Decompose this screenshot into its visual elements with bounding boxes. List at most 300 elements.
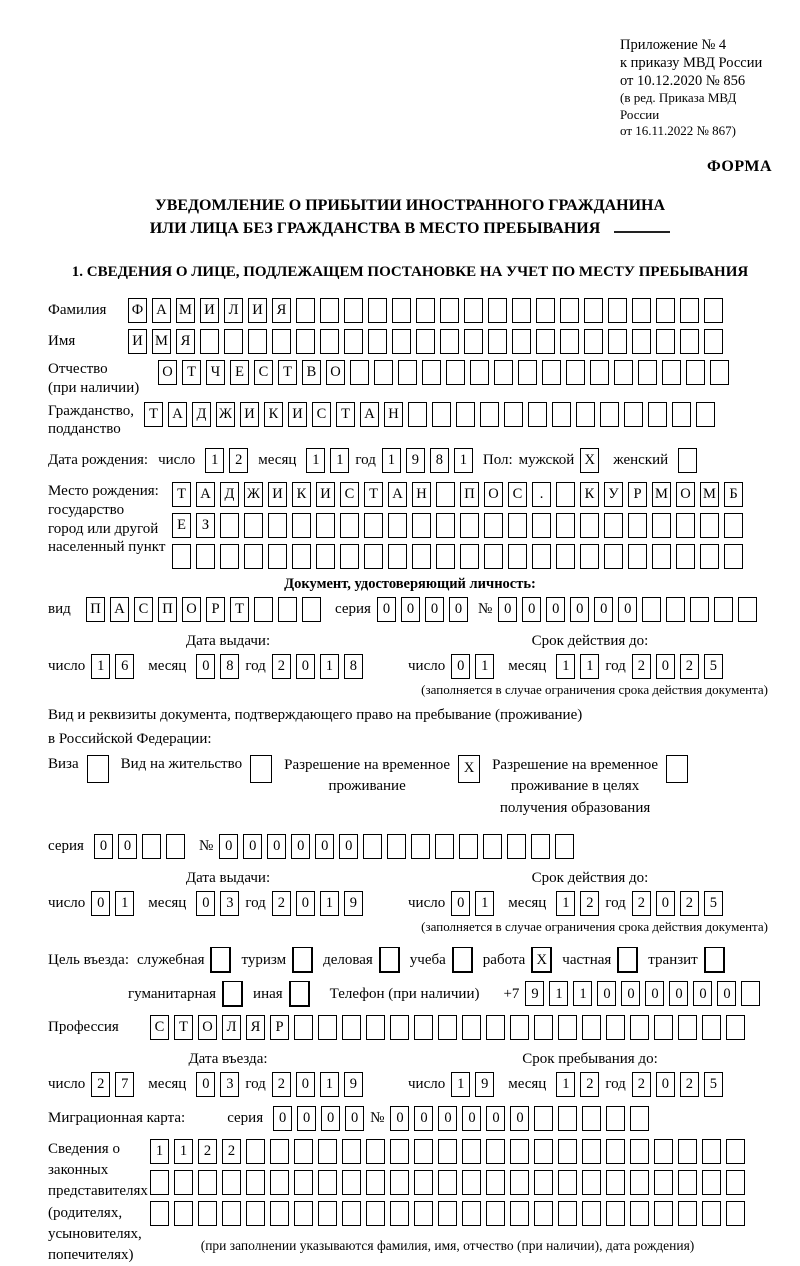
char-cell: 1 (556, 1072, 575, 1097)
char-cell (464, 298, 483, 323)
birthplace-boxes (172, 482, 743, 569)
residence-permit-label: Вид на жительство (120, 755, 243, 772)
char-cell (484, 544, 503, 569)
birth-day-label: число (158, 452, 196, 469)
month-label: месяц (148, 1075, 187, 1092)
char-cell: 2 (632, 891, 651, 916)
char-cell (618, 947, 637, 972)
char-cell: 0 (451, 891, 470, 916)
month-label: месяц (148, 658, 187, 675)
char-cell: 8 (430, 448, 449, 473)
char-cell (412, 544, 431, 569)
char-cell (512, 329, 531, 354)
char-cell (268, 513, 287, 538)
char-cell (518, 360, 537, 385)
residence-until-day-boxes (451, 891, 494, 916)
char-cell (614, 360, 633, 385)
migration-card-label: Миграционная карта: (48, 1109, 186, 1126)
char-cell: П (158, 597, 177, 622)
char-cell (211, 947, 230, 972)
char-cell (318, 1170, 337, 1195)
char-cell: Л (224, 298, 243, 323)
temp-residence-checkbox (458, 755, 480, 783)
document-title-line1: УВЕДОМЛЕНИЕ О ПРИБЫТИИ ИНОСТРАННОГО ГРАЖДАНИНА (154, 197, 666, 215)
char-cell (438, 1201, 457, 1226)
char-cell (294, 1201, 313, 1226)
char-cell: М (176, 298, 195, 323)
char-cell (584, 298, 603, 323)
residence-number-label: № (198, 838, 214, 855)
char-cell (666, 755, 688, 783)
char-cell (704, 298, 723, 323)
char-cell: А (168, 402, 187, 427)
char-cell: К (264, 402, 283, 427)
appendix-block (620, 36, 772, 139)
year-label: год (605, 894, 626, 911)
char-cell (528, 402, 547, 427)
char-cell (512, 298, 531, 323)
purpose-transit-checkbox (704, 947, 725, 973)
residence-until-year-boxes (632, 891, 723, 916)
doc-issue-month-boxes (196, 654, 239, 679)
char-cell: 0 (621, 981, 640, 1006)
char-cell (222, 1170, 241, 1195)
purpose-tourism: туризм (241, 947, 313, 973)
char-cell (558, 1139, 577, 1164)
stay-until-header: Срок пребывания до: (522, 1050, 658, 1067)
char-cell (702, 1201, 721, 1226)
char-cell: 5 (704, 654, 723, 679)
day-label: число (408, 658, 446, 675)
doc-kind-label: вид (48, 601, 71, 618)
char-cell: 2 (272, 654, 291, 679)
migration-seriya-boxes (273, 1106, 364, 1131)
char-cell (534, 1170, 553, 1195)
citizenship-label: Гражданство, подданство (48, 402, 135, 438)
char-cell: 0 (273, 1106, 292, 1131)
char-cell (556, 544, 575, 569)
char-cell (510, 1139, 529, 1164)
char-cell (398, 360, 417, 385)
char-cell: 0 (219, 834, 238, 859)
char-cell: К (580, 482, 599, 507)
char-cell (654, 1170, 673, 1195)
char-cell (270, 1201, 289, 1226)
char-cell (606, 1139, 625, 1164)
char-cell: 0 (449, 597, 468, 622)
doc-issue-year-boxes (272, 654, 363, 679)
char-cell: 2 (632, 654, 651, 679)
section1-heading: 1. СВЕДЕНИЯ О ЛИЦЕ, ПОДЛЕЖАЩЕМ ПОСТАНОВКЕ НА УЧЕТ ПО МЕСТУ ПРЕБЫВАНИЯ (71, 264, 749, 281)
year-label: год (605, 1075, 626, 1092)
char-cell (534, 1201, 553, 1226)
name-label: Имя (48, 333, 76, 350)
char-cell (534, 1015, 553, 1040)
char-cell (224, 329, 243, 354)
residence-seriya-label: серия (48, 838, 84, 855)
char-cell: В (302, 360, 321, 385)
char-cell (166, 834, 185, 859)
char-cell (678, 448, 697, 473)
char-cell (582, 1015, 601, 1040)
char-cell (604, 544, 623, 569)
purpose-study: учеба (410, 947, 473, 973)
char-cell: Б (724, 482, 743, 507)
char-cell (200, 329, 219, 354)
day-label: число (48, 658, 86, 675)
char-cell: X (580, 448, 599, 473)
char-cell (222, 1201, 241, 1226)
char-cell (293, 947, 312, 972)
char-cell: Я (176, 329, 195, 354)
char-cell (246, 1170, 265, 1195)
char-cell (272, 329, 291, 354)
char-cell (542, 360, 561, 385)
residence-restriction-note: (заполняется в случае ограничения срока действия документа) (421, 918, 768, 934)
char-cell: 0 (296, 891, 315, 916)
char-cell (486, 1139, 505, 1164)
char-cell (630, 1139, 649, 1164)
char-cell: Ж (244, 482, 263, 507)
char-cell: 1 (91, 654, 110, 679)
char-cell (464, 329, 483, 354)
residence-intro-2: в Российской Федерации: (48, 730, 212, 747)
char-cell (504, 402, 523, 427)
char-cell: 9 (344, 891, 363, 916)
char-cell (510, 1015, 529, 1040)
char-cell (456, 402, 475, 427)
option-temp-residence (284, 755, 480, 799)
representatives-row1 (150, 1139, 745, 1164)
char-cell: С (508, 482, 527, 507)
char-cell (196, 544, 215, 569)
doc-seriya-label: серия (335, 601, 371, 618)
char-cell: 0 (345, 1106, 364, 1131)
migration-number-boxes (390, 1106, 649, 1131)
char-cell (368, 298, 387, 323)
char-cell (390, 1015, 409, 1040)
doc-until-year-boxes (632, 654, 723, 679)
doc-issue-day-boxes (91, 654, 134, 679)
char-cell (318, 1015, 337, 1040)
surname-boxes (128, 298, 723, 323)
char-cell (724, 513, 743, 538)
char-cell (580, 513, 599, 538)
char-cell: 2 (198, 1139, 217, 1164)
char-cell (342, 1201, 361, 1226)
char-cell (638, 360, 657, 385)
char-cell: Р (206, 597, 225, 622)
char-cell: Н (412, 482, 431, 507)
char-cell: 3 (220, 1072, 239, 1097)
char-cell: X (532, 947, 551, 972)
char-cell: С (150, 1015, 169, 1040)
edit-line-2: от 16.11.2022 № 867) (620, 122, 737, 138)
char-cell (380, 947, 399, 972)
char-cell: О (326, 360, 345, 385)
char-cell: О (676, 482, 695, 507)
representatives-boxes (150, 1139, 745, 1226)
char-cell: 0 (669, 981, 688, 1006)
char-cell: 8 (220, 654, 239, 679)
char-cell (292, 513, 311, 538)
char-cell: 0 (498, 597, 517, 622)
sex-male-label: мужской (518, 452, 575, 469)
char-cell (628, 544, 647, 569)
entry-dates-row (48, 1072, 772, 1097)
char-cell (690, 597, 709, 622)
char-cell: 0 (296, 1072, 315, 1097)
year-label: год (245, 894, 266, 911)
char-cell (462, 1170, 481, 1195)
char-cell (606, 1201, 625, 1226)
char-cell (558, 1170, 577, 1195)
document-title-line2: ИЛИ ЛИЦА БЕЗ ГРАЖДАНСТВА В МЕСТО ПРЕБЫВАНИЯ (48, 217, 772, 240)
order-line-1: к приказу МВД России (620, 55, 763, 72)
char-cell: С (312, 402, 331, 427)
char-cell: 0 (486, 1106, 505, 1131)
char-cell (366, 1139, 385, 1164)
char-cell: 1 (382, 448, 401, 473)
char-cell (432, 402, 451, 427)
char-cell (582, 1170, 601, 1195)
entry-month-boxes (196, 1072, 239, 1097)
char-cell (268, 544, 287, 569)
char-cell (678, 1015, 697, 1040)
char-cell: 1 (174, 1139, 193, 1164)
char-cell: Т (278, 360, 297, 385)
char-cell (652, 544, 671, 569)
doc-dates-headers (48, 632, 772, 651)
char-cell: М (652, 482, 671, 507)
edit-line-1: (в ред. Приказа МВД России (620, 90, 737, 122)
name-boxes (128, 329, 723, 354)
purpose-row-2 (48, 981, 772, 1007)
char-cell (680, 298, 699, 323)
char-cell (680, 329, 699, 354)
residence-doc-number-row (48, 834, 772, 859)
char-cell: 3 (220, 891, 239, 916)
phone-label: Телефон (при наличии) (329, 985, 480, 1002)
doc-restriction-note: (заполняется в случае ограничения срока действия документа) (421, 681, 768, 697)
char-cell: И (248, 298, 267, 323)
char-cell (486, 1170, 505, 1195)
char-cell (296, 329, 315, 354)
char-cell: 1 (475, 654, 494, 679)
char-cell (531, 834, 550, 859)
residence-number-boxes (219, 834, 574, 859)
residence-valid-until-date (408, 891, 772, 916)
representatives-note: (при заполнении указываются фамилия, имя, отчество (при наличии), дата рождения) (200, 1237, 695, 1253)
char-cell (486, 1015, 505, 1040)
entry-date (48, 1072, 408, 1097)
char-cell: О (198, 1015, 217, 1040)
char-cell (558, 1106, 577, 1131)
char-cell (414, 1201, 433, 1226)
char-cell: 0 (597, 981, 616, 1006)
residence-valid-until-header: Срок действия до: (531, 869, 649, 886)
residence-intro-1: Вид и реквизиты документа, подтверждающего право на пребывание (проживание) (48, 707, 583, 724)
char-cell: Т (364, 482, 383, 507)
char-cell: 0 (315, 834, 334, 859)
char-cell: К (292, 482, 311, 507)
char-cell (250, 755, 272, 783)
char-cell (390, 1201, 409, 1226)
char-cell: 1 (150, 1139, 169, 1164)
char-cell: Т (336, 402, 355, 427)
char-cell (220, 513, 239, 538)
char-cell: Т (230, 597, 249, 622)
char-cell: И (316, 482, 335, 507)
char-cell (460, 513, 479, 538)
purpose-private: частная (562, 947, 638, 973)
char-cell (576, 402, 595, 427)
char-cell (412, 513, 431, 538)
char-cell: 1 (556, 654, 575, 679)
char-cell (388, 513, 407, 538)
char-cell (438, 1139, 457, 1164)
birthplace-row3 (172, 544, 743, 569)
char-cell (654, 1015, 673, 1040)
temp-residence-education-checkbox (666, 755, 688, 783)
char-cell (606, 1170, 625, 1195)
char-cell: 6 (115, 654, 134, 679)
char-cell: А (196, 482, 215, 507)
char-cell (246, 1139, 265, 1164)
char-cell (508, 513, 527, 538)
residence-issue-month-boxes (196, 891, 239, 916)
entry-date-header: Дата въезда: (188, 1050, 268, 1067)
char-cell (676, 544, 695, 569)
char-cell: 0 (91, 891, 110, 916)
purpose-other-checkbox (289, 981, 310, 1007)
patronymic-boxes (158, 360, 729, 385)
char-cell (294, 1015, 313, 1040)
char-cell (738, 597, 757, 622)
doc-kind-boxes (86, 597, 321, 622)
char-cell (630, 1015, 649, 1040)
char-cell: Я (246, 1015, 265, 1040)
char-cell (87, 755, 109, 783)
char-cell (414, 1015, 433, 1040)
char-cell (656, 329, 675, 354)
char-cell (507, 834, 526, 859)
char-cell (632, 329, 651, 354)
title-blank-underline (614, 217, 670, 233)
char-cell (340, 544, 359, 569)
char-cell (411, 834, 430, 859)
char-cell: 0 (390, 1106, 409, 1131)
char-cell: 0 (296, 654, 315, 679)
char-cell: 0 (546, 597, 565, 622)
char-cell (654, 1201, 673, 1226)
char-cell (696, 402, 715, 427)
stay-until-date (408, 1072, 772, 1097)
day-label: число (48, 894, 86, 911)
doc-issue-date (48, 654, 408, 679)
stay-year-boxes (632, 1072, 723, 1097)
char-cell (580, 544, 599, 569)
char-cell (536, 298, 555, 323)
char-cell: О (158, 360, 177, 385)
char-cell (702, 1015, 721, 1040)
option-visa (48, 755, 109, 783)
char-cell (484, 513, 503, 538)
char-cell: 5 (704, 1072, 723, 1097)
char-cell (630, 1106, 649, 1131)
char-cell: 0 (438, 1106, 457, 1131)
char-cell (604, 513, 623, 538)
year-label: год (245, 1075, 266, 1092)
char-cell: З (196, 513, 215, 538)
char-cell (316, 513, 335, 538)
purpose-official: служебная (137, 947, 232, 973)
char-cell: 2 (580, 891, 599, 916)
char-cell: Д (192, 402, 211, 427)
char-cell (363, 834, 382, 859)
residence-issue-date (48, 891, 408, 916)
char-cell (416, 298, 435, 323)
year-label: год (605, 658, 626, 675)
char-cell (710, 360, 729, 385)
char-cell: 2 (272, 891, 291, 916)
char-cell (558, 1015, 577, 1040)
purpose-label: Цель въезда: (48, 951, 129, 968)
char-cell (700, 544, 719, 569)
residence-until-month-boxes (556, 891, 599, 916)
char-cell: 0 (267, 834, 286, 859)
char-cell (342, 1139, 361, 1164)
char-cell (656, 298, 675, 323)
char-cell (318, 1139, 337, 1164)
char-cell (302, 597, 321, 622)
char-cell: 0 (451, 654, 470, 679)
birth-month-boxes (306, 448, 349, 473)
char-cell: О (484, 482, 503, 507)
representatives-label: Сведения о законных представителях (родителях, усыновителях, попечителях) (48, 1140, 148, 1264)
char-cell: 0 (656, 654, 675, 679)
char-cell: 9 (475, 1072, 494, 1097)
surname-label: Фамилия (48, 302, 107, 319)
char-cell: 9 (525, 981, 544, 1006)
char-cell: 8 (344, 654, 363, 679)
char-cell (686, 360, 705, 385)
identity-doc-heading: Документ, удостоверяющий личность: (284, 576, 536, 593)
char-cell (368, 329, 387, 354)
char-cell (244, 513, 263, 538)
char-cell (724, 544, 743, 569)
char-cell: 7 (115, 1072, 134, 1097)
char-cell: 0 (656, 891, 675, 916)
char-cell (446, 360, 465, 385)
char-cell (534, 1139, 553, 1164)
birthdate-sex-row (48, 448, 772, 473)
char-cell (462, 1201, 481, 1226)
char-cell (440, 298, 459, 323)
char-cell (666, 597, 685, 622)
option-temp-residence-education (492, 755, 688, 820)
char-cell: 1 (573, 981, 592, 1006)
char-cell (726, 1139, 745, 1164)
name-row (48, 329, 772, 354)
doc-seriya-boxes (377, 597, 468, 622)
phone-prefix: +7 (503, 985, 520, 1002)
char-cell: 0 (414, 1106, 433, 1131)
day-label: число (408, 1075, 446, 1092)
birth-year-label: год (355, 452, 376, 469)
char-cell (483, 834, 502, 859)
stay-day-boxes (451, 1072, 494, 1097)
